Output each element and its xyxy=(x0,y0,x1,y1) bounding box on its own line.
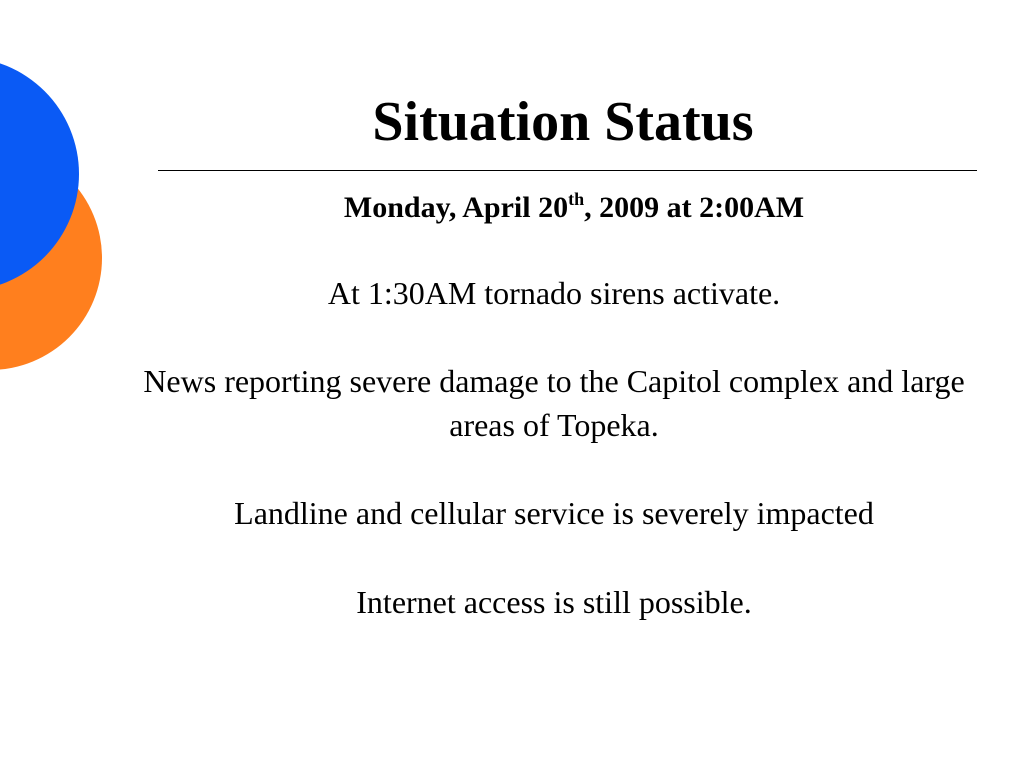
decorative-circles xyxy=(0,0,120,420)
title-divider xyxy=(158,170,977,171)
status-internet-access: Internet access is still possible. xyxy=(356,584,752,620)
status-damage-report: News reporting severe damage to the Capitol complex and large areas of Topeka. xyxy=(143,363,965,443)
status-sirens: At 1:30AM tornado sirens activate. xyxy=(327,275,781,311)
date-rest: , 2009 at 2:00AM xyxy=(584,191,805,224)
date-line xyxy=(140,190,1008,226)
status-phone-service: Landline and cellular service is severely impacted xyxy=(234,495,874,531)
date-ordinal-suffix: th xyxy=(568,189,585,209)
slide-title: Situation Status xyxy=(372,91,754,153)
date-main: Monday, April 20 xyxy=(343,191,569,224)
